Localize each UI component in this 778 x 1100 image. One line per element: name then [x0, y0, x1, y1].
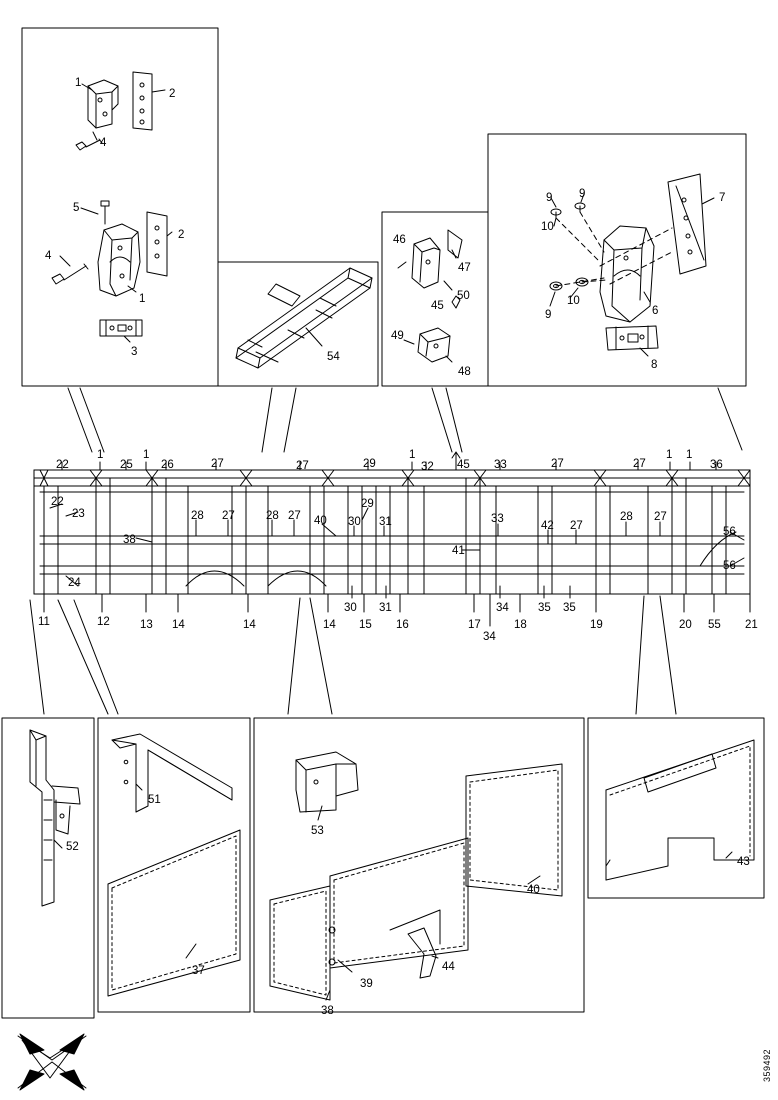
- callout-26: 26: [161, 459, 174, 471]
- callout-13: 13: [140, 619, 153, 631]
- callout-56-lower: 56: [723, 560, 736, 572]
- callout-4-top: 4: [100, 137, 107, 149]
- callout-9-upper2: 9: [579, 188, 586, 200]
- sheet-code: 359492: [762, 1048, 772, 1082]
- callout-51: 51: [148, 794, 161, 806]
- callout-31-upper: 31: [379, 516, 392, 528]
- callout-28-a: 28: [191, 510, 204, 522]
- callout-45: 45: [457, 459, 470, 471]
- callout-47: 47: [458, 262, 471, 274]
- callout-50: 50: [457, 290, 470, 302]
- callout-27-c: 27: [551, 458, 564, 470]
- callout-41: 41: [452, 545, 465, 557]
- leader-lines: [30, 388, 742, 714]
- callout-44: 44: [442, 961, 455, 973]
- callout-10-lower: 10: [567, 295, 580, 307]
- callout-1-rail-d: 1: [666, 449, 673, 461]
- callout-39: 39: [360, 978, 373, 990]
- callout-27-e: 27: [222, 510, 235, 522]
- callout-36: 36: [710, 459, 723, 471]
- callout-4-mid: 4: [45, 250, 52, 262]
- callout-55: 55: [708, 619, 721, 631]
- callout-30-lower: 30: [344, 602, 357, 614]
- orientation-cross-art: [18, 1034, 86, 1090]
- callout-27-b: 27: [296, 460, 309, 472]
- callout-32: 32: [421, 461, 434, 473]
- callout-27-g: 27: [570, 520, 583, 532]
- callout-22-inner: 22: [51, 496, 64, 508]
- callout-40-rail: 40: [314, 515, 327, 527]
- callout-20: 20: [679, 619, 692, 631]
- callout-10-upper: 10: [541, 221, 554, 233]
- callout-1-rail-c: 1: [409, 449, 416, 461]
- callout-33-inner: 33: [491, 513, 504, 525]
- callout-40-panel: 40: [527, 884, 540, 896]
- callout-6: 6: [652, 305, 659, 317]
- callout-3: 3: [131, 346, 138, 358]
- callout-48: 48: [458, 366, 471, 378]
- callout-52: 52: [66, 841, 79, 853]
- callout-46: 46: [393, 234, 406, 246]
- callout-5: 5: [73, 202, 80, 214]
- callout-19: 19: [590, 619, 603, 631]
- callout-12: 12: [97, 616, 110, 628]
- callout-54: 54: [327, 351, 340, 363]
- callout-1-rail-a: 1: [97, 449, 104, 461]
- callout-38-panel: 38: [321, 1005, 334, 1017]
- callout-8: 8: [651, 359, 658, 371]
- callout-7: 7: [719, 192, 726, 204]
- callout-14-a: 14: [172, 619, 185, 631]
- callout-38-rail: 38: [123, 534, 136, 546]
- callout-9-lower: 9: [545, 309, 552, 321]
- callout-22-top: 22: [56, 459, 69, 471]
- callout-1-mid: 1: [139, 293, 146, 305]
- callout-27-d: 27: [633, 458, 646, 470]
- main-assembly-art: [34, 449, 750, 594]
- callout-18: 18: [514, 619, 527, 631]
- callout-42: 42: [541, 520, 554, 532]
- callout-43: 43: [737, 856, 750, 868]
- callout-25: 25: [120, 459, 133, 471]
- callout-24: 24: [68, 577, 81, 589]
- callout-9-upper: 9: [546, 192, 553, 204]
- callout-28-c: 28: [620, 511, 633, 523]
- callout-27-h: 27: [654, 511, 667, 523]
- callout-14-b: 14: [243, 619, 256, 631]
- callout-1-rail-e: 1: [686, 449, 693, 461]
- callout-53: 53: [311, 825, 324, 837]
- callout-1-rail-b: 1: [143, 449, 150, 461]
- callout-29-inner: 29: [361, 498, 374, 510]
- callout-27-f: 27: [288, 510, 301, 522]
- callout-2-top: 2: [169, 88, 176, 100]
- callout-23: 23: [72, 508, 85, 520]
- callout-56-upper: 56: [723, 526, 736, 538]
- callout-34-upper: 34: [496, 602, 509, 614]
- callout-31-lower: 31: [379, 602, 392, 614]
- callout-35-a: 35: [538, 602, 551, 614]
- callout-16: 16: [396, 619, 409, 631]
- callout-15: 15: [359, 619, 372, 631]
- callout-14-c: 14: [323, 619, 336, 631]
- callout-30-upper: 30: [348, 516, 361, 528]
- callout-11: 11: [38, 616, 50, 628]
- callout-21: 21: [745, 619, 758, 631]
- callout-45-detail: 45: [431, 300, 444, 312]
- callout-2-mid: 2: [178, 229, 185, 241]
- callout-17: 17: [468, 619, 481, 631]
- callout-28-b: 28: [266, 510, 279, 522]
- callout-49: 49: [391, 330, 404, 342]
- callout-29-top: 29: [363, 458, 376, 470]
- callout-1-top: 1: [75, 77, 82, 89]
- callout-34-lower: 34: [483, 631, 496, 643]
- callout-37: 37: [192, 965, 205, 977]
- callout-33-top: 33: [494, 459, 507, 471]
- callout-35-b: 35: [563, 602, 576, 614]
- callout-27-a: 27: [211, 458, 224, 470]
